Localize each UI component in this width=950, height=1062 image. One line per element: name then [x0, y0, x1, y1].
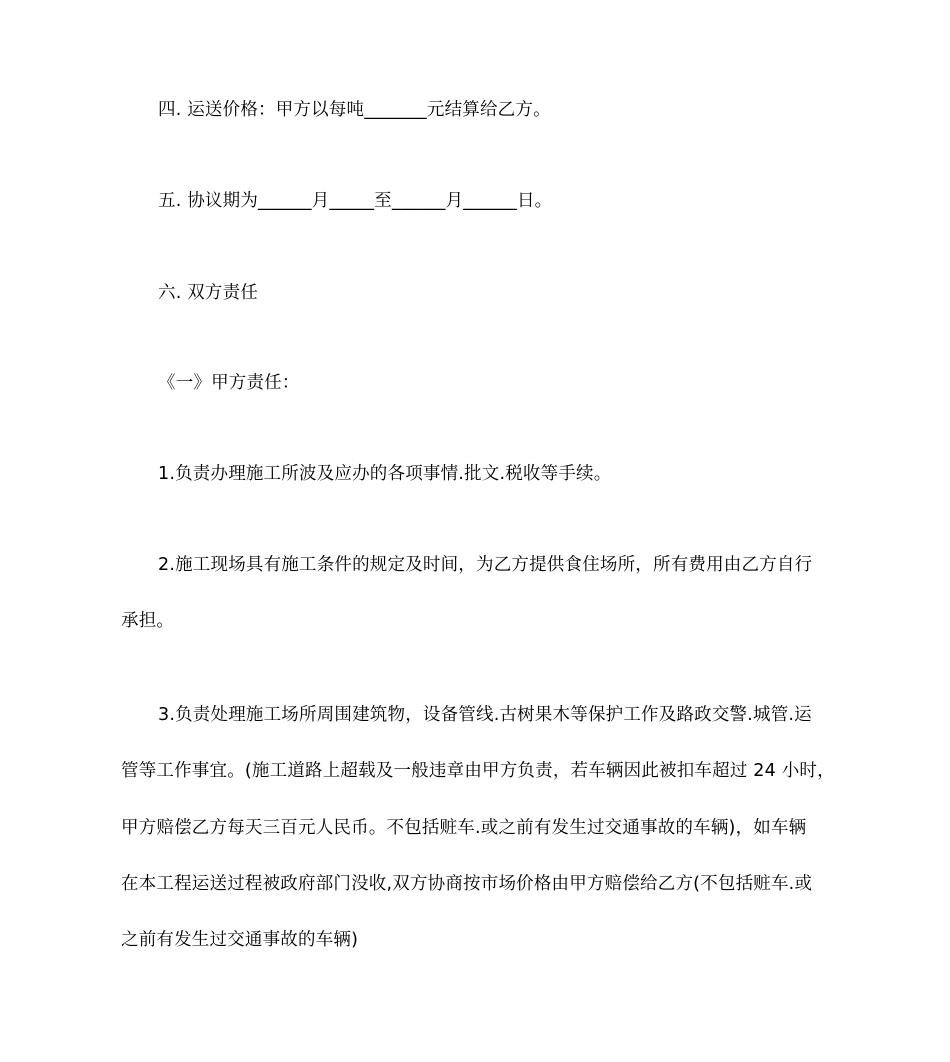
party-a-item-1: 1.负责办理施工所波及应办的各项事情.批文.税收等手续。	[158, 464, 612, 484]
party-a-heading: 《一》甲方责任：	[158, 373, 300, 393]
clause-4-price: 四. 运送价格：甲方以每吨_______元结算给乙方。	[158, 100, 551, 120]
party-a-item-2-line-1: 2.施工现场具有施工条件的规定及时间，为乙方提供食住场所，所有费用由乙方自行	[158, 555, 813, 575]
clause-5-period: 五. 协议期为______月_____至______月______日。	[158, 191, 553, 211]
party-a-item-3-line-1: 3.负责处理施工场所周围建筑物，设备管线.古树果木等保护工作及路政交警.城管.运	[158, 705, 812, 725]
party-a-item-2-line-2: 承担。	[121, 611, 175, 631]
party-a-item-3-line-2: 管等工作事宜。(施工道路上超载及一般违章由甲方负责，若车辆因此被扣车超过 24 小时，	[121, 761, 835, 781]
party-a-item-3-line-5: 之前有发生过交通事故的车辆)	[121, 930, 359, 950]
party-a-item-3-line-3: 甲方赔偿乙方每天三百元人民币。不包括赃车.或之前有发生过交通事故的车辆)，如车辆	[121, 818, 807, 838]
clause-6-heading: 六. 双方责任	[158, 283, 259, 303]
party-a-item-3-line-4: 在本工程运送过程被政府部门没收,双方协商按市场价格由甲方赔偿给乙方(不包括赃车.或	[121, 874, 813, 894]
